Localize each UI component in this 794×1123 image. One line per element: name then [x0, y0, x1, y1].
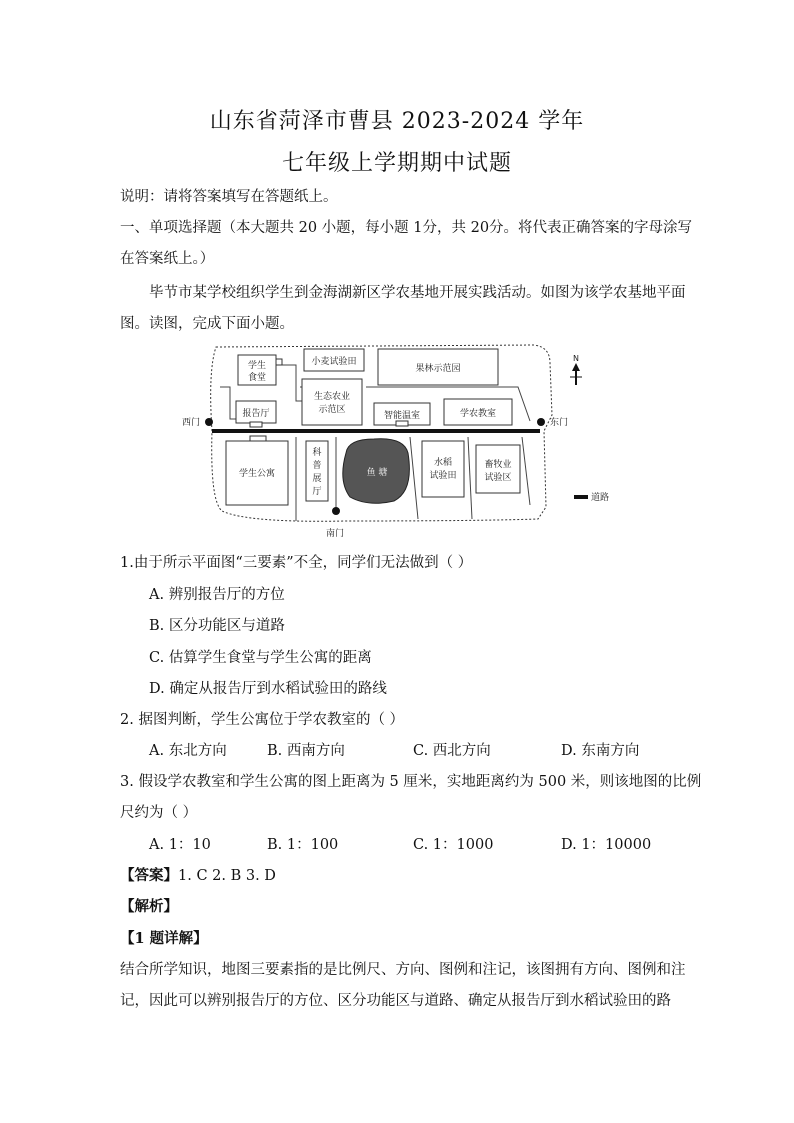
answer-values: 1. C 2. B 3. D	[178, 868, 276, 884]
question-3-option-c: C. 1：1000	[413, 837, 494, 853]
path-hall	[220, 387, 236, 419]
legend-road-label: 道路	[591, 493, 610, 503]
livestock-zone-label-1: 畜牧业	[484, 460, 512, 470]
south-gate-marker	[332, 507, 340, 515]
student-dorm-label: 学生公寓	[238, 469, 276, 479]
rice-field-label-1: 水稻	[433, 458, 453, 468]
north-arrow-icon	[572, 363, 580, 371]
north-label: N	[573, 354, 579, 363]
livestock-zone-label-2: 试验区	[484, 473, 512, 483]
detail-line-2: 记，因此可以辨别报告厅的方位、区分功能区与道路、确定从报告厅到水稻试验田的路	[120, 993, 671, 1009]
question-1-option-b: B. 区分功能区与道路	[149, 618, 285, 634]
east-gate-marker	[537, 418, 545, 426]
path-rice-east	[468, 437, 472, 519]
detail-line-1: 结合所学知识，地图三要素指的是比例尺、方向、图例和注记，该图拥有方向、图例和注	[120, 962, 686, 978]
east-gate-label: 东门	[550, 418, 569, 428]
question-2-stem: 2. 据图判断，学生公寓位于学农教室的（ ）	[120, 712, 405, 728]
title-line-2: 七年级上学期期中试题	[281, 151, 512, 176]
report-hall-label: 报告厅	[242, 409, 270, 419]
eco-zone-label-1: 生态农业	[313, 392, 351, 402]
question-1-stem: 1.由于所示平面图“三要素”不全，同学们无法做到（ ）	[120, 555, 473, 571]
science-hall-label-1: 科	[312, 448, 322, 458]
south-gate-label: 南门	[326, 529, 345, 539]
title-line-1: 山东省菏泽市曹县 2023-2024 学年	[209, 109, 585, 134]
eco-zone-label-2: 示范区	[318, 405, 346, 415]
instruction-note: 说明：请将答案填写在答题纸上。	[120, 189, 338, 205]
student-dorm-door	[250, 436, 266, 441]
farm-classroom-label: 学农教室	[459, 409, 497, 419]
section-heading-line-2: 在答案纸上。）	[120, 251, 215, 267]
analysis-label: 【解析】	[120, 898, 178, 915]
science-hall-label-2: 普	[312, 461, 322, 471]
question-2-option-d: D. 东南方向	[561, 743, 640, 759]
fish-pond-label: 鱼 塘	[366, 468, 388, 478]
science-hall-label-3: 展	[312, 474, 322, 484]
question-3-stem-line-2: 尺约为（ ）	[120, 805, 198, 821]
west-gate-marker	[205, 418, 213, 426]
answer-label: 【答案】	[120, 867, 178, 884]
question-3-stem-line-1: 3. 假设学农教室和学生公寓的图上距离为 5 厘米，实地距离约为 500 米，则该地图的比例	[120, 774, 702, 790]
detail-label: 【1 题详解】	[120, 930, 208, 947]
question-1-option-c: C. 估算学生食堂与学生公寓的距离	[149, 650, 372, 666]
question-2-option-a: A. 东北方向	[149, 743, 227, 759]
answer-line	[120, 864, 276, 885]
west-gate-label: 西门	[182, 418, 201, 428]
intro-line-2: 图。读图，完成下面小题。	[120, 316, 294, 332]
question-1-option-a: A. 辨别报告厅的方位	[149, 587, 285, 603]
path-east	[522, 437, 530, 505]
section-heading-line-1: 一、单项选择题（本大题共 20 小题，每小题 1分，共 20分。将代表正确答案的字母涂写	[120, 220, 693, 236]
question-3-option-d: D. 1：10000	[561, 837, 652, 853]
science-hall-label-4: 厅	[312, 487, 322, 497]
farm-base-map	[178, 341, 618, 541]
question-3-option-a: A. 1：10	[149, 837, 211, 853]
report-hall-door	[250, 422, 262, 427]
question-2-option-b: B. 西南方向	[267, 743, 345, 759]
greenhouse-label: 智能温室	[383, 411, 421, 421]
question-1-option-d: D. 确定从报告厅到水稻试验田的路线	[149, 681, 387, 697]
rice-field-label-2: 试验田	[429, 471, 457, 481]
greenhouse-door	[396, 421, 408, 426]
canteen-label-1: 学生	[247, 361, 267, 371]
intro-line-1: 毕节市某学校组织学生到金海湖新区学农基地开展实践活动。如图为该学农基地平面	[149, 285, 686, 301]
orchard-label: 果林示范园	[415, 364, 461, 374]
path-pond-east	[410, 437, 418, 519]
rice-field	[422, 441, 464, 497]
eco-zone	[302, 379, 362, 425]
wheat-field-label: 小麦试验田	[311, 357, 357, 367]
canteen-door	[276, 359, 282, 365]
question-3-option-b: B. 1：100	[267, 837, 339, 853]
canteen-label-2: 食堂	[247, 373, 267, 383]
question-2-option-c: C. 西北方向	[413, 743, 491, 759]
